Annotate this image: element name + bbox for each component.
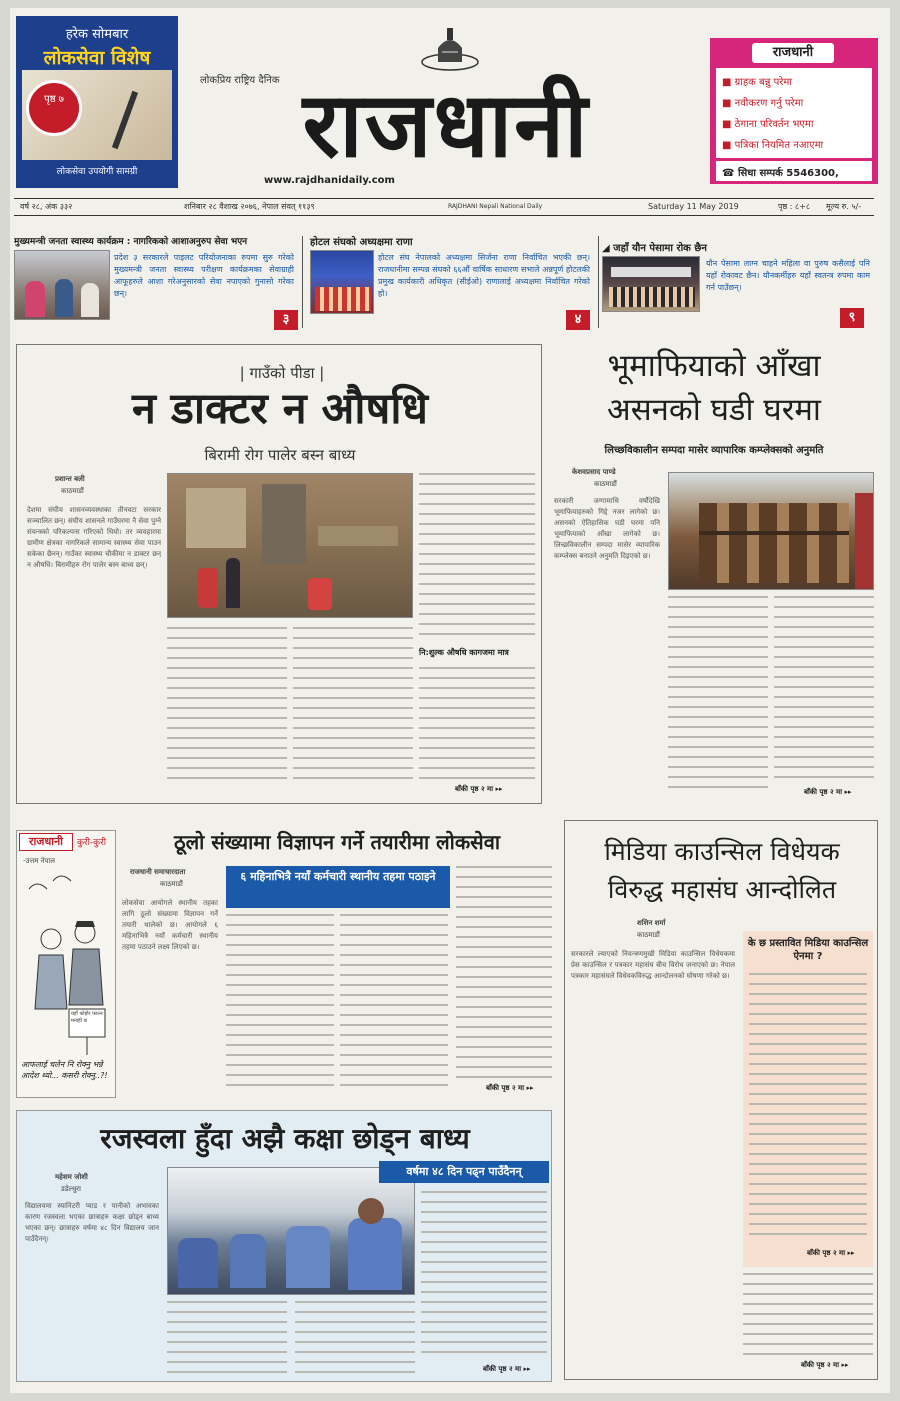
rajaswala-body-col-3 [167, 1301, 287, 1375]
teaser-photo [14, 250, 110, 320]
bhumafia-story[interactable] [554, 344, 874, 804]
price: मूल्य रु. ५/- [826, 202, 862, 211]
ad-item: ■ पत्रिका नियमित नआएमा [722, 140, 824, 151]
lead-byline: प्रशान्त बली [55, 475, 85, 483]
ad-contact: ☎ सिधा सम्पर्क 5546300, [716, 161, 872, 181]
loksewa-body-col-1: लोकसेवा आयोगले स्थानीय तहका लागि ठूलो संख्यामा विज्ञापन गर्ने तयारी थालेको छ। आयोगले ६ महिनाभित्रै नयाँ कर्मचारी स्थानीय तहमा पठाउने लक्ष्य लिएको छ। [122, 899, 218, 951]
bhumafia-subheadline: लिच्छविकालीन सम्पदा मासेर व्यापारिक कम्प्लेक्सको अनुमति [604, 445, 824, 456]
nepali-date: शनिबार २८ वैशाख २०७६, नेपाल संवत् ११३९ [184, 202, 315, 211]
lead-story[interactable] [16, 344, 542, 804]
teaser-2[interactable] [310, 234, 594, 330]
ad-title: राजधानी [772, 45, 814, 60]
lead-body-col-4 [419, 473, 535, 643]
bhumafia-headline-1: भूमाफियाको आँखा [607, 348, 821, 384]
cartoon-caption: आफलाई चलेन नि रोक्नु भन्ने आदेश थ्यो... कसरी रोक्नु..?! [21, 1060, 108, 1080]
lead-place: काठमाडौं [61, 487, 84, 495]
masthead-en: RAJDHANI Nepali National Daily [448, 203, 543, 210]
lead-body-col-3 [293, 627, 413, 787]
teaser-page: ३ [274, 310, 298, 330]
promo-main: लोकसेवा विशेष [43, 47, 151, 69]
lead-headline: न डाक्टर न औषधि [132, 384, 428, 434]
temple-logo-icon [420, 22, 480, 72]
media-box-more[interactable]: बाँकी पृष्ठ २ मा ▸▸ [807, 1249, 855, 1257]
bhumafia-photo [668, 472, 874, 590]
pen-icon [112, 91, 138, 149]
media-story[interactable] [564, 820, 878, 1380]
loksewa-byline: राजधानी समाचारदाता [130, 868, 186, 876]
teaser-text: होटल संघ नेपालको अध्यक्षमा सिर्जना राणा निर्वाचित भएकी छन्। राजधानीमा सम्पन्न संघको ६६औं वार्षिक साधारण सभाले अन्नपूर्ण होटलकी प्रमुख कार्यकारी अधिकृत (सीईओ) राणालाई अध्यक्षमा निर्वाचित गरेको हो। [378, 253, 590, 298]
rajaswala-box: वर्षमा ४८ दिन पढ्न पाउँदैनन् [379, 1161, 549, 1183]
rajaswala-more[interactable]: बाँकी पृष्ठ २ मा ▸▸ [483, 1365, 531, 1373]
teaser-photo [310, 250, 374, 314]
promo-page-badge [26, 80, 82, 136]
ad-item: ■ ग्राहक बन्नु परेमा [722, 77, 792, 88]
media-byline: शशिन शर्मा [637, 919, 666, 927]
lead-body-col-1: देशमा संघीय शासनव्यवस्थाका तीनवटा सरकार सञ्चालित छन्। संघीय शासनले गाउँघरमा नै सेवा पुग्ने संयन्त्रको परिकल्पना गरिएको थियो। तर व्यवहारमा ग्रामीण क्षेत्रका नागरिकले सामान्य स्वास्थ्य सेवा पाउन सकेका छैनन्। गाउँका स्वास्थ्य चौकीमा न डाक्टर छन् न औषधि। बिरामीहरु रोग पालेर बस्न बाध्य छन्। [27, 506, 161, 569]
english-date: Saturday 11 May 2019 [648, 202, 739, 211]
lead-photo [167, 473, 413, 618]
dateline-bar [14, 198, 874, 216]
promo-bottom: लोकसेवा उपयोगी सामग्री [56, 167, 138, 177]
bhumafia-headline-2: असनको घडी घरमा [607, 392, 821, 428]
bhumafia-body-col-2 [668, 596, 768, 796]
rajaswala-photo [167, 1167, 415, 1295]
bhumafia-more[interactable]: बाँकी पृष्ठ २ मा ▸▸ [804, 788, 852, 796]
promo-image [22, 70, 172, 160]
media-headline-1: मिडिया काउन्सिल विधेयक [604, 837, 840, 866]
media-body-col-1: सरकारले ल्याएको नियन्त्रणमुखी मिडिया काउन्सिल विधेयकमा प्रेस काउन्सिल र पत्रकार महासंघ बीच विरोध जनाएको छ। नेपाल पत्रकार महासंघले विधेयकविरुद्ध आन्दोलनको घोषणा गरेको छ। [571, 950, 735, 980]
website: www.rajdhanidaily.com [264, 175, 395, 186]
rajaswala-story[interactable] [16, 1110, 552, 1382]
page-count: पृष्ठ : ८+८ [778, 202, 811, 211]
media-headline-2: विरुद्ध महासंघ आन्दोलित [607, 875, 837, 904]
rajaswala-byline: महेशम जोशी [55, 1173, 88, 1181]
teaser-photo [602, 256, 700, 312]
loksewa-headline: ठूलो संख्यामा विज्ञापन गर्ने तयारीमा लोकसेवा [173, 830, 501, 854]
bhumafia-byline: केशवप्रसाद पाण्डे [572, 468, 616, 476]
loksewa-body-col-3 [340, 914, 448, 1094]
ad-list [716, 68, 872, 158]
rajaswala-body-col-2 [421, 1191, 547, 1361]
rajaswala-body-col-4 [295, 1301, 415, 1375]
phone-icon: ☎ [722, 168, 738, 179]
lead-body-col-2 [167, 627, 287, 787]
loksewa-place: काठमाडौं [160, 880, 183, 888]
ad-item: ■ नवीकरण गर्नु परेमा [722, 98, 804, 109]
teaser-page: ९ [840, 308, 864, 328]
media-body-col-2 [743, 1273, 873, 1355]
cartoon-drawing [23, 869, 111, 1059]
rajaswala-place: डडेल्धुरा [61, 1185, 81, 1193]
teaser-page: ४ [566, 310, 590, 330]
loksewa-box: ६ महिनाभित्रै नयाँ कर्मचारी स्थानीय तहमा पठाइने [226, 866, 450, 908]
lead-kicker: | गाउँको पीडा | [239, 364, 325, 382]
media-more[interactable]: बाँकी पृष्ठ २ मा ▸▸ [801, 1361, 849, 1369]
tagline: लोकप्रिय राष्ट्रिय दैनिक [200, 75, 280, 86]
ad-item: ■ ठेगाना परिवर्तन भएमा [722, 119, 814, 130]
cartoon-sign: यहाँ फोहोर फाल्न मनाही छ [71, 1011, 103, 1024]
teaser-title: होटल संघको अध्यक्षमा राणा [310, 237, 413, 248]
cartoon-artist: -उत्तम नेपाल [23, 857, 56, 865]
bhumafia-body-col-1: सरकारी जग्गामाथि वर्षौदेखि भूमाफियाहरुको गिद्दे नजर लागेको छ। असनको ऐतिहासिक घडी घरमा पनि भूमाफियाको आँखा लागेको छ। लिच्छविकालीन सम्पदा मासेर व्यापारिक कम्प्लेक्स बनाउने अनुमति दिइएको छ। [554, 497, 660, 560]
ad-header [752, 43, 834, 63]
loksewa-body-col-4 [456, 866, 552, 1080]
bhumafia-body-col-3 [774, 596, 874, 786]
teaser-1[interactable] [14, 234, 298, 330]
media-place: काठमाडौं [637, 931, 660, 939]
loksewa-more[interactable]: बाँकी पृष्ठ २ मा ▸▸ [486, 1084, 534, 1092]
teaser-text: यौन पेसामा लाग्न चाहने महिला वा पुरुष कसैलाई पनि यहाँ रोकावट छैन। यौनकर्मीहरु यहाँ स्वतन्त्र रुपमा काम गर्न पाउँछन्। [706, 259, 870, 292]
lead-subhead2: नि:शुल्क औषधि कागजमा मात्र [419, 648, 509, 657]
promo-top: हरेक सोमबार [65, 27, 129, 42]
teaser-text: प्रदेश ३ सरकारले पाइलट परियोजनाका रुपमा सुरु गरेको मुख्यमन्त्री जनता स्वास्थ्य परीक्षण कार्यक्रमका सेवाग्राही आफूहरुले आशा गरेअनुसारको सेवा नपाएको गुनासो गरेका छन्। [114, 253, 294, 298]
lead-body-col-4b [419, 667, 535, 779]
bhumafia-place: काठमाडौं [594, 480, 617, 488]
promo-box [16, 16, 178, 188]
teaser-3[interactable] [602, 240, 872, 330]
promo-page-label: पृष्ठ ७ [44, 94, 64, 105]
rajaswala-headline: रजस्वला हुँदा अझै कक्षा छोड्न बाध्य [100, 1122, 470, 1155]
media-box-title: के छ प्रस्तावित मिडिया काउन्सिल ऐनमा ? [747, 938, 869, 962]
rajaswala-body-col-1: विद्यालयमा स्यानिटरी प्याड र पानीको अभावका कारण रजस्वला भएका छात्राहरु कक्षा छोड्न बाध्य भएका छन्। छात्राहरु वर्षमा ४८ दिन विद्यालय जान पाउँदैनन्। [25, 1202, 159, 1243]
cartoon-box [16, 830, 116, 1098]
loksewa-body-col-2 [226, 914, 334, 1094]
newspaper-page [10, 8, 890, 1393]
media-box-text [749, 973, 867, 1241]
lead-subheadline: बिरामी रोग पालेर बस्न बाध्य [204, 446, 356, 464]
cartoon-brand: राजधानी [19, 833, 73, 851]
volume: वर्ष २८, अंक ३३२ [20, 202, 73, 211]
cartoon-label: कुरी-कुरी [77, 838, 107, 848]
media-sidebox [743, 931, 873, 1267]
teaser-title: ◢ जहाँ यौन पेसामा रोक छैन [602, 243, 707, 254]
loksewa-story[interactable] [122, 828, 552, 1098]
masthead-title: राजधानी [302, 73, 590, 178]
lead-more[interactable]: बाँकी पृष्ठ २ मा ▸▸ [455, 785, 503, 793]
subscription-ad [710, 38, 878, 184]
teaser-title: मुख्यमन्त्री जनता स्वास्थ्य कार्यक्रम : नागरिकको आशाअनुरुप सेवा भएन [14, 237, 248, 247]
